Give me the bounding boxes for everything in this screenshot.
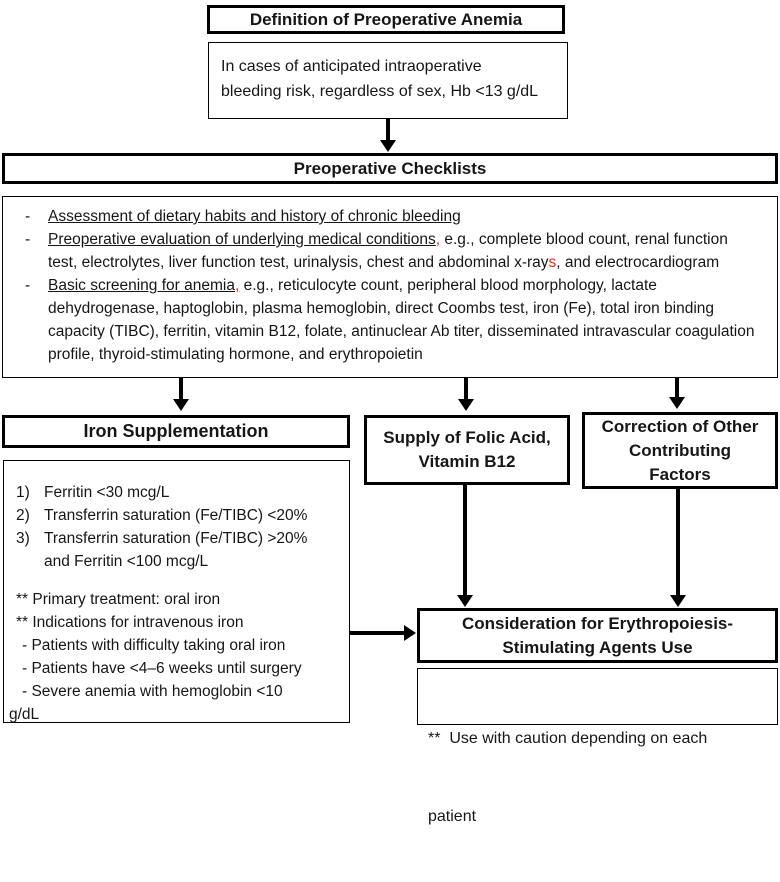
checklist-item-text: Basic screening for anemia: [48, 277, 235, 294]
iron-criteria-panel: [3, 460, 350, 723]
folic-acid-line: Supply of Folic Acid,: [383, 428, 551, 447]
arrowhead-definition-to-checklists: [380, 140, 396, 152]
arrow-correction-to-esa: [676, 489, 680, 597]
bullet-dash: -: [25, 277, 31, 294]
folic-acid-box: [364, 415, 570, 485]
esa-title-line: Stimulating Agents Use: [502, 637, 693, 657]
iron-note: ** Indications for intravenous iron: [16, 614, 244, 631]
checklists-body-box: [2, 196, 778, 378]
checklist-item-text: , and electrocardiogram: [556, 254, 720, 271]
checklists-title-box: [2, 153, 778, 184]
arrow-iron-to-esa: [350, 631, 405, 635]
arrow-checklists-to-iron: [179, 378, 183, 401]
arrow-folic-to-esa: [463, 485, 467, 597]
checklist-item-text: e.g., complete blood count, renal function test, electrolytes, liver function test, urinalysis, chest and abdominal x-ray: [48, 231, 728, 271]
arrow-checklists-to-correction: [675, 378, 679, 399]
arrow-definition-to-checklists: [386, 119, 390, 142]
arrow-checklists-to-folic: [464, 378, 468, 401]
correction-factors-line: Correction of Other: [601, 416, 759, 436]
iron-indication: - Severe anemia with hemoglobin <10: [22, 683, 283, 700]
arrowhead-checklists-to-iron: [173, 399, 189, 411]
checklist-item: [3, 274, 771, 366]
iron-criterion: [16, 481, 343, 504]
definition-body-line: bleeding risk, regardless of sex, Hb <13 g/dL: [221, 83, 539, 100]
checklist-item: [3, 228, 771, 274]
criterion-text: Transferrin saturation (Fe/TIBC) >20%: [44, 530, 308, 547]
criterion-number: 3): [16, 530, 30, 547]
iron-criterion: [16, 504, 343, 527]
iron-indication: - Patients have <4–6 weeks until surgery: [22, 660, 302, 677]
criterion-number: 1): [16, 484, 30, 501]
definition-body-line: In cases of anticipated intraoperative: [221, 58, 482, 75]
iron-indication-overflow: g/dL: [9, 706, 40, 723]
bullet-dash: -: [25, 208, 31, 225]
checklist-item: [3, 205, 771, 228]
esa-caution-line: patient: [428, 808, 477, 825]
arrowhead-checklists-to-correction: [669, 397, 685, 409]
criterion-text: Ferritin <30 mcg/L: [44, 484, 170, 501]
red-letter: s: [548, 254, 557, 271]
iron-criterion: [16, 527, 343, 550]
definition-body-box: [208, 42, 568, 119]
iron-supplementation-title-box: [2, 415, 350, 448]
definition-title-box: [207, 5, 565, 34]
bullet-dash: -: [25, 231, 31, 248]
esa-box: [417, 608, 778, 663]
iron-note: ** Primary treatment: oral iron: [16, 591, 221, 608]
arrowhead-folic-to-esa: [457, 595, 473, 607]
folic-acid-line: Vitamin B12: [418, 452, 516, 471]
esa-caution-box: [417, 668, 778, 825]
esa-title-line: Consideration for Erythropoiesis-: [461, 613, 734, 633]
red-comma: ,: [435, 231, 441, 248]
correction-factors-line: Factors: [649, 464, 711, 484]
iron-indication: - Patients with difficulty taking oral iron: [22, 637, 286, 654]
correction-factors-line: Contributing: [629, 440, 731, 460]
checklist-item-text: e.g., reticulocyte count, peripheral blood morphology, lactate dehydrogenase, haptoglobin, plasma hemoglobin, direct Coombs test, iron (Fe), total iron binding capacity (TIBC), ferritin, vitamin B12, folate, antinuclear Ab titer, disseminated intravascular coagulation profile, thyroid-stimulating hormone, and erythropoietin: [48, 277, 755, 363]
iron-supplementation-title: Iron Supplementation: [83, 421, 269, 441]
arrowhead-correction-to-esa: [670, 595, 686, 607]
criterion-number: 2): [16, 507, 30, 524]
checklist-item-text: Assessment of dietary habits and history of chronic bleeding: [48, 208, 461, 225]
definition-title: Definition of Preoperative Anemia: [249, 9, 523, 29]
arrowhead-checklists-to-folic: [458, 399, 474, 411]
checklists-title: Preoperative Checklists: [293, 158, 487, 178]
esa-caution-line: ** Use with caution depending on each: [428, 730, 708, 747]
red-comma: ,: [234, 277, 240, 294]
arrowhead-iron-to-esa: [404, 625, 416, 641]
correction-factors-box: [582, 412, 778, 489]
criterion-continuation: and Ferritin <100 mcg/L: [44, 553, 209, 570]
checklist-item-text: Preoperative evaluation of underlying medical conditions: [48, 231, 436, 248]
criterion-text: Transferrin saturation (Fe/TIBC) <20%: [44, 507, 308, 524]
spacer: [16, 573, 343, 588]
